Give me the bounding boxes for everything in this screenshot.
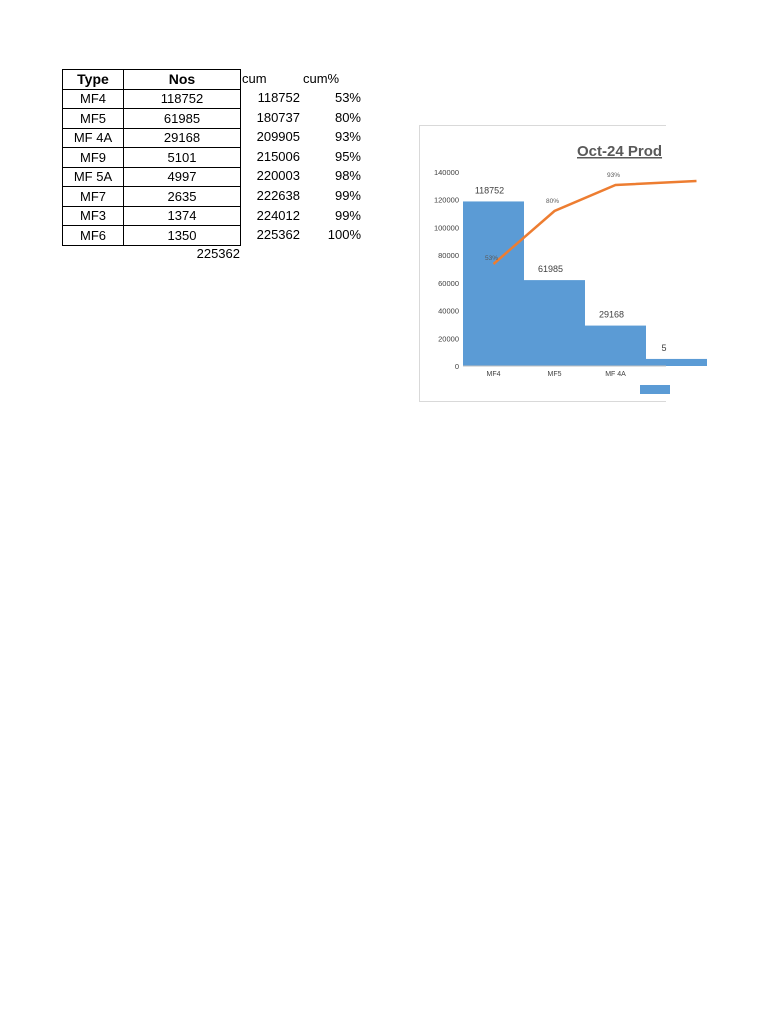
pareto-chart	[419, 125, 666, 402]
cell-nos: 118752	[124, 89, 241, 109]
cell-cum: 209905	[256, 129, 300, 145]
cell-cum: 180737	[256, 109, 300, 125]
table-row	[63, 206, 241, 226]
y-tick-label: 120000	[433, 195, 459, 205]
chart-svg	[420, 126, 666, 401]
cell-type: MF4	[63, 89, 124, 109]
y-tick-label: 0	[454, 362, 459, 371]
header-cum: cum	[242, 71, 267, 86]
cell-cum-pct: 99%	[334, 188, 361, 203]
cell-nos: 1374	[124, 206, 241, 226]
cell-cum: 220003	[256, 168, 300, 184]
cell-nos: 4997	[124, 167, 241, 187]
table-row	[63, 128, 241, 148]
bar-data-label: 29168	[598, 309, 625, 320]
table-row	[63, 167, 241, 187]
table-row	[63, 109, 241, 129]
table-row	[63, 226, 241, 246]
cell-cum-pct: 95%	[334, 148, 361, 164]
cell-type: MF 5A	[63, 167, 124, 187]
y-tick-label: 40000	[438, 306, 459, 316]
cell-cum: 222638	[256, 188, 300, 203]
cell-nos: 5101	[124, 148, 241, 168]
y-tick-label: 80000	[438, 251, 459, 261]
cell-type: MF 4A	[63, 128, 124, 148]
cell-cum: 224012	[256, 207, 300, 223]
production-table	[62, 69, 241, 246]
cell-cum: 225362	[256, 227, 300, 243]
cell-cum-pct: 53%	[334, 90, 361, 105]
line-data-label: 80%	[545, 198, 560, 205]
header-cum-pct: cum%	[303, 71, 340, 86]
x-tick-label: MF4	[486, 371, 501, 378]
header-type: Type	[63, 70, 124, 90]
header-nos: Nos	[124, 70, 241, 90]
cell-nos: 29168	[124, 128, 241, 148]
cell-type: MF5	[63, 109, 124, 129]
bar	[585, 326, 646, 366]
x-tick-label: MF5	[547, 371, 562, 378]
cell-type: MF9	[63, 148, 124, 168]
cell-cum: 215006	[256, 148, 300, 164]
cell-nos: 61985	[124, 109, 241, 129]
cell-cum-pct: 100%	[327, 227, 361, 243]
x-tick-label: MF 4A	[605, 371, 626, 378]
bar-data-label: 61985	[537, 264, 564, 275]
bar	[524, 280, 585, 366]
line-data-label: 53%	[484, 255, 499, 262]
y-tick-label: 140000	[433, 168, 459, 177]
cell-type: MF6	[63, 226, 124, 246]
bar-data-label: 5	[661, 342, 667, 353]
table-row	[63, 89, 241, 109]
y-tick-label: 20000	[438, 334, 459, 344]
y-tick-label: 60000	[438, 278, 459, 288]
cell-cum-pct: 80%	[334, 109, 361, 125]
cell-nos: 1350	[124, 226, 241, 246]
legend-swatch	[640, 385, 670, 394]
y-tick-label: 100000	[433, 223, 459, 233]
cell-type: MF7	[63, 187, 124, 207]
table-row	[63, 148, 241, 168]
total-value: 225362	[196, 246, 240, 261]
cell-nos: 2635	[124, 187, 241, 207]
bar	[463, 201, 524, 366]
cell-cum-pct: 99%	[334, 207, 361, 223]
chart-title: Oct-24 Prod	[577, 143, 663, 160]
cell-cum: 118752	[257, 90, 300, 105]
cell-type: MF3	[63, 206, 124, 226]
cell-cum-pct: 93%	[334, 129, 361, 145]
table-row	[63, 187, 241, 207]
bar-data-label: 118752	[474, 185, 505, 196]
line-data-label: 93%	[606, 172, 621, 179]
cell-cum-pct: 98%	[334, 168, 361, 184]
bar	[646, 359, 707, 366]
